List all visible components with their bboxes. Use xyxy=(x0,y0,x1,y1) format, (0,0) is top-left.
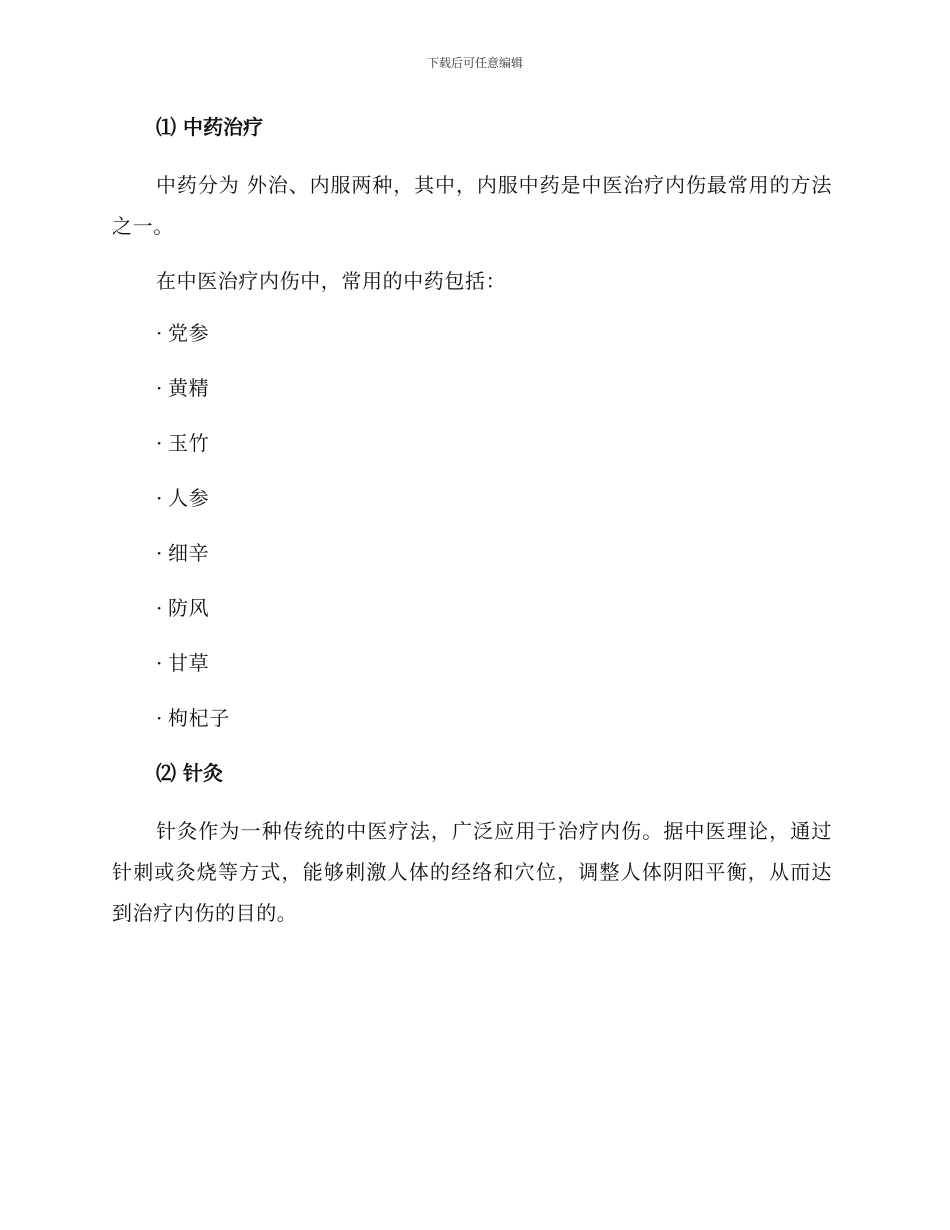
document-body xyxy=(112,110,832,948)
bullet: · xyxy=(156,706,163,730)
list-item xyxy=(112,371,832,405)
herb-name: 枸杞子 xyxy=(168,706,230,730)
list-item xyxy=(112,536,832,570)
paragraph-herbal-list-intro: 在中医治疗内伤中，常用的中药包括： xyxy=(156,269,507,293)
list-item xyxy=(112,481,832,515)
bullet: · xyxy=(156,651,163,675)
list-item xyxy=(112,646,832,680)
herb-name: 人参 xyxy=(168,486,210,510)
list-item xyxy=(112,426,832,460)
herb-name: 甘草 xyxy=(168,651,210,675)
bullet: · xyxy=(156,321,163,345)
section-heading-acupuncture: ⑵ 针灸 xyxy=(156,761,223,785)
herb-name: 党参 xyxy=(168,321,210,345)
header-note: 下载后可任意编辑 xyxy=(426,56,523,70)
bullet: · xyxy=(156,596,163,620)
herb-name: 玉竹 xyxy=(168,431,210,455)
bullet: · xyxy=(156,486,163,510)
paragraph-acupuncture: 针灸作为一种传统的中医疗法，广泛应用于治疗内伤。据中医理论，通过针刺或灸烧等方式，能够刺激人体的经络和穴位，调整人体阴阳平衡，从而达到治疗内伤的目的。 xyxy=(112,819,832,925)
bullet: · xyxy=(156,541,163,565)
bullet: · xyxy=(156,431,163,455)
herb-name: 细辛 xyxy=(168,541,210,565)
herb-name: 防风 xyxy=(168,596,210,620)
paragraph-herbal-intro: 中药分为 外治、内服两种，其中，内服中药是中医治疗内伤最常用的方法之一。 xyxy=(112,173,832,238)
list-item xyxy=(112,701,832,735)
section-heading-herbal: ⑴ 中药治疗 xyxy=(156,115,263,139)
list-item xyxy=(112,316,832,350)
herb-name: 黄精 xyxy=(168,376,210,400)
list-item xyxy=(112,591,832,625)
bullet: · xyxy=(156,376,163,400)
